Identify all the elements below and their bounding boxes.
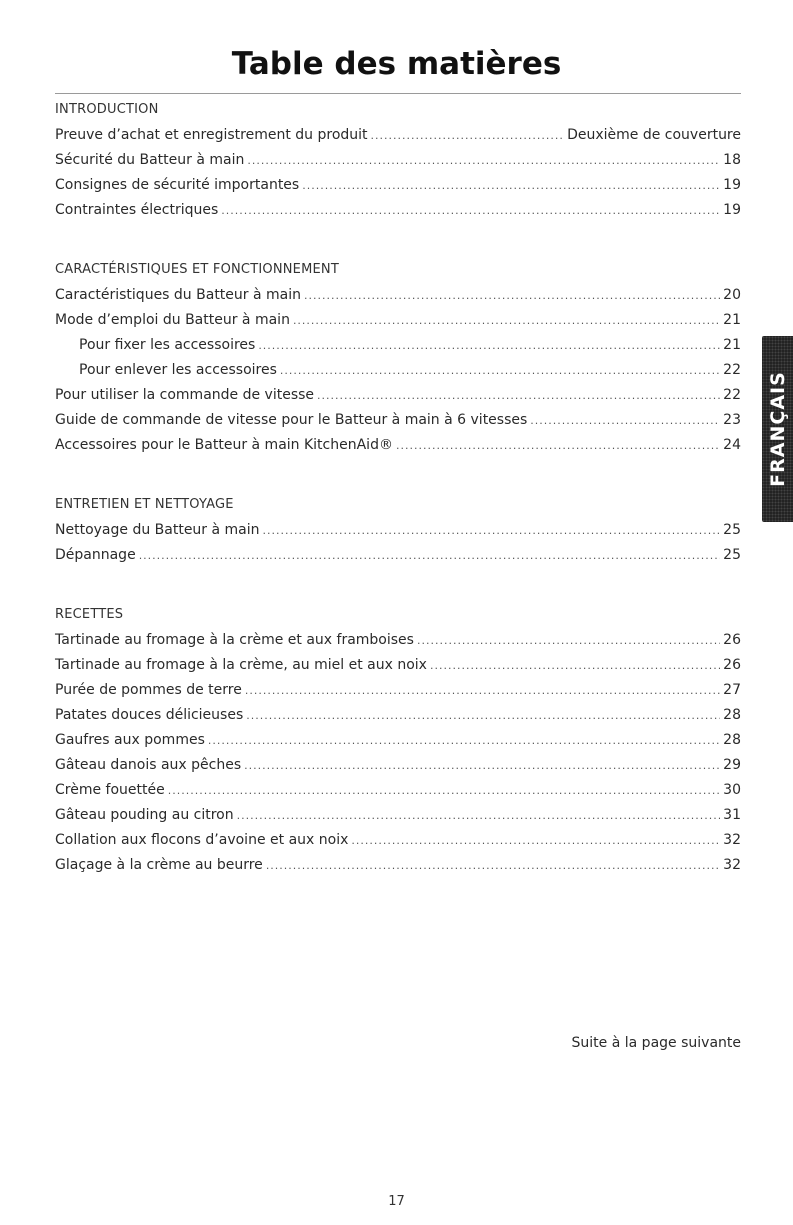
entry-label: Mode d’emploi du Batteur à main — [55, 312, 290, 328]
entry-page-number: 26 — [723, 657, 741, 673]
section-heading: RECETTES — [55, 607, 124, 622]
entry-page-number: 18 — [723, 152, 741, 168]
toc-entry[interactable] — [55, 123, 741, 148]
toc-section-recipes — [55, 601, 741, 878]
entry-page-number: 30 — [723, 782, 741, 798]
entry-page-number: 21 — [723, 312, 741, 328]
entry-label: Guide de commande de vitesse pour le Batteur à main à 6 vitesses — [55, 412, 528, 428]
entry-page-number: 27 — [723, 682, 741, 698]
entry-label: Pour enlever les accessoires — [79, 362, 277, 378]
dot-leader — [430, 653, 720, 678]
entry-label: Glaçage à la crème au beurre — [55, 857, 263, 873]
entry-label: Dépannage — [55, 547, 136, 563]
entry-page-number: 26 — [723, 632, 741, 648]
title-divider — [55, 93, 741, 94]
entry-label: Gâteau pouding au citron — [55, 807, 234, 823]
dot-leader — [245, 678, 720, 703]
dot-leader — [263, 518, 721, 543]
page-number: 17 — [388, 1194, 405, 1209]
dot-leader — [258, 333, 720, 358]
entry-label: Preuve d’achat et enregistrement du produit — [55, 127, 368, 143]
toc-subentry[interactable] — [55, 358, 741, 383]
toc-entry[interactable] — [55, 628, 741, 653]
entry-label: Caractéristiques du Batteur à main — [55, 287, 301, 303]
entry-page-number: 19 — [723, 177, 741, 193]
dot-leader — [244, 753, 720, 778]
dot-leader — [237, 803, 721, 828]
entry-label: Crème fouettée — [55, 782, 165, 798]
toc-entry[interactable] — [55, 753, 741, 778]
toc-entry[interactable] — [55, 383, 741, 408]
entry-page-number: 31 — [723, 807, 741, 823]
dot-leader — [208, 728, 720, 753]
entry-page-number: 19 — [723, 202, 741, 218]
dot-leader — [417, 628, 720, 653]
dot-leader — [139, 543, 720, 568]
dot-leader — [266, 853, 720, 878]
dot-leader — [246, 703, 720, 728]
language-tab-label: FRANÇAIS — [766, 371, 789, 487]
entry-page-number: 29 — [723, 757, 741, 773]
toc-entry[interactable] — [55, 543, 741, 568]
dot-leader — [530, 408, 720, 433]
dot-leader — [293, 308, 720, 333]
entry-page-number: 28 — [723, 732, 741, 748]
entry-page-number: 20 — [723, 287, 741, 303]
toc-entry[interactable] — [55, 308, 741, 333]
toc-section-introduction — [55, 96, 741, 223]
entry-label: Tartinade au fromage à la crème et aux framboises — [55, 632, 414, 648]
dot-leader — [302, 173, 720, 198]
entry-page-number: 21 — [723, 337, 741, 353]
entry-page-number: 28 — [723, 707, 741, 723]
toc-entry[interactable] — [55, 433, 741, 458]
toc-subentry[interactable] — [55, 333, 741, 358]
language-tab — [762, 336, 793, 522]
entry-page-number: 22 — [723, 362, 741, 378]
entry-label: Tartinade au fromage à la crème, au miel et aux noix — [55, 657, 427, 673]
entry-label: Contraintes électriques — [55, 202, 219, 218]
entry-label: Collation aux flocons d’avoine et aux noix — [55, 832, 349, 848]
toc-entry[interactable] — [55, 678, 741, 703]
entry-page-number: 23 — [723, 412, 741, 428]
section-heading: ENTRETIEN ET NETTOYAGE — [55, 497, 234, 512]
toc-section-maintenance — [55, 491, 741, 568]
entry-label: Nettoyage du Batteur à main — [55, 522, 260, 538]
entry-page-number: 25 — [723, 522, 741, 538]
entry-label: Purée de pommes de terre — [55, 682, 242, 698]
entry-label: Pour utiliser la commande de vitesse — [55, 387, 315, 403]
entry-label: Pour fixer les accessoires — [79, 337, 256, 353]
continued-note: Suite à la page suivante — [571, 1035, 741, 1051]
entry-page-number: Deuxième de couverture — [567, 127, 741, 143]
dot-leader — [304, 283, 720, 308]
toc-entry[interactable] — [55, 198, 741, 223]
toc-entry[interactable] — [55, 408, 741, 433]
toc-entry[interactable] — [55, 283, 741, 308]
dot-leader — [371, 123, 565, 148]
entry-page-number: 32 — [723, 857, 741, 873]
toc-entry[interactable] — [55, 728, 741, 753]
dot-leader — [221, 198, 720, 223]
entry-page-number: 32 — [723, 832, 741, 848]
entry-page-number: 24 — [723, 437, 741, 453]
toc-entry[interactable] — [55, 703, 741, 728]
entry-page-number: 25 — [723, 547, 741, 563]
toc-entry[interactable] — [55, 853, 741, 878]
entry-label: Gâteau danois aux pêches — [55, 757, 242, 773]
toc-entry[interactable] — [55, 803, 741, 828]
section-heading: INTRODUCTION — [55, 102, 159, 117]
toc-entry[interactable] — [55, 148, 741, 173]
entry-label: Consignes de sécurité importantes — [55, 177, 300, 193]
section-heading: CARACTÉRISTIQUES ET FONCTIONNEMENT — [55, 262, 339, 277]
dot-leader — [280, 358, 720, 383]
dot-leader — [247, 148, 720, 173]
toc-entry[interactable] — [55, 828, 741, 853]
entry-label: Sécurité du Batteur à main — [55, 152, 245, 168]
toc-entry[interactable] — [55, 518, 741, 543]
entry-label: Patates douces délicieuses — [55, 707, 244, 723]
toc-entry[interactable] — [55, 778, 741, 803]
table-of-contents — [55, 96, 741, 911]
page-title: Table des matières — [231, 46, 562, 82]
entry-page-number: 22 — [723, 387, 741, 403]
dot-leader — [396, 433, 720, 458]
dot-leader — [317, 383, 720, 408]
entry-label: Gaufres aux pommes — [55, 732, 205, 748]
dot-leader — [168, 778, 720, 803]
dot-leader — [351, 828, 720, 853]
toc-section-features — [55, 256, 741, 458]
toc-entry[interactable] — [55, 653, 741, 678]
entry-label: Accessoires pour le Batteur à main KitchenAid® — [55, 437, 393, 453]
toc-entry[interactable] — [55, 173, 741, 198]
